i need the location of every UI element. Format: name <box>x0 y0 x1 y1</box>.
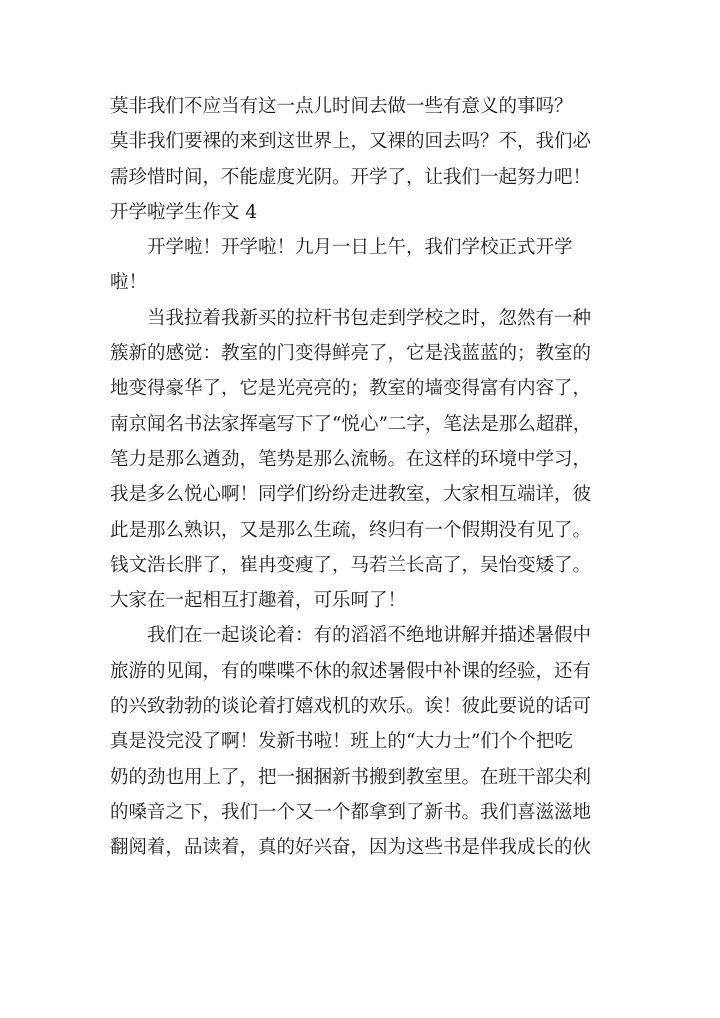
text-line: 大家在一起相互打趣着，可乐呵了！ <box>110 590 407 612</box>
text-line: 我是多么悦心啊！同学们纷纷走进教室，大家相互端详，彼 <box>110 484 592 506</box>
text-line: 的兴致勃勃的谈论着打嬉戏机的欢乐。诶！彼此要说的话可 <box>110 696 592 718</box>
paragraph-start-line: 当我拉着我新买的拉杆书包走到学校之时，忽然有一种 <box>147 307 592 329</box>
text-line: 南京闻名书法家挥毫写下了“悦心”二字，笔法是那么超群， <box>110 413 592 435</box>
essay-title: 开学啦学生作文 4 <box>110 201 258 223</box>
text-line: 莫非我们不应当有这一点儿时间去做一些有意义的事吗？ <box>110 96 573 117</box>
text-line: 此是那么熟识，又是那么生疏，终归有一个假期没有见了。 <box>110 519 592 541</box>
text-line: 的嗓音之下，我们一个又一个都拿到了新书。我们喜滋滋地 <box>110 801 592 823</box>
text-line: 钱文浩长胖了，崔冉变瘦了，马若兰长高了，吴怡变矮了。 <box>110 554 592 576</box>
text-line: 奶的劲也用上了，把一捆捆新书搬到教室里。在班干部尖利 <box>110 766 592 788</box>
text-line: 笔力是那么遒劲，笔势是那么流畅。在这样的环境中学习， <box>110 448 592 470</box>
text-line: 翻阅着，品读着，真的好兴奋，因为这些书是伴我成长的伙 <box>110 837 592 859</box>
text-line: 需珍惜时间，不能虚度光阴。开学了，让我们一起努力吧！ <box>110 166 592 188</box>
text-line: 真是没完没了啊！发新书啦！班上的“大力士”们个个把吃 <box>110 731 573 753</box>
text-line: 地变得豪华了，它是光亮亮的；教室的墙变得富有内容了， <box>110 378 592 400</box>
text-line: 莫非我们要裸的来到这世界上，又裸的回去吗？不，我们必 <box>110 131 592 153</box>
document-page <box>110 89 614 866</box>
paragraph-start-line: 开学啦！开学啦！九月一日上午，我们学校正式开学 <box>147 237 573 259</box>
text-line: 啦！ <box>110 272 148 294</box>
text-line: 簇新的感觉：教室的门变得鲜亮了，它是浅蓝蓝的；教室的 <box>110 343 592 365</box>
paragraph-start-line: 我们在一起谈论着：有的滔滔不绝地讲解并描述暑假中 <box>147 625 592 647</box>
text-line: 旅游的见闻，有的喋喋不休的叙述暑假中补课的经验，还有 <box>110 660 592 682</box>
